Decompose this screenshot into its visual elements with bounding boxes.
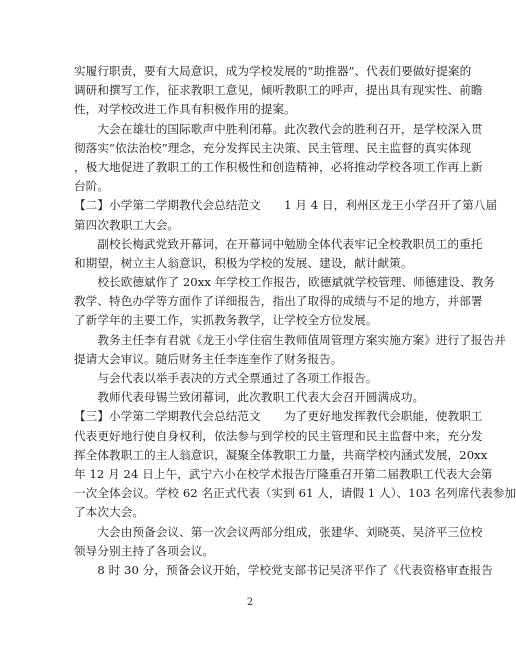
text-line: ，极大地促进了教职工的工作积极性和创造精神，必将推动学校各项工作再上新: [74, 159, 483, 174]
page-number: 2: [246, 597, 254, 608]
text-line: 教务主任李有君就《龙王小学住宿生教师值周管理方案实施方案》进行了报告并: [74, 332, 506, 347]
section-heading-2: 【二】小学第二学期教代会总结范文 1 月 4 日，利州区龙王小学召开了第八届: [74, 198, 498, 213]
text-line: 大会在雄壮的国际歌声中胜利闭幕。此次教代会的胜利召开，是学校深入贯: [74, 121, 483, 136]
text-line: 年 12 月 24 日上午，武宁六小在校学术报告厅隆重召开第二届教职工代表大会第: [74, 466, 493, 481]
text-line: 和期望，树立主人翁意识，积极为学校的发展、建设，献计献策。: [74, 255, 413, 270]
text-line: 提请大会审议。随后财务主任李连奎作了财务报告。: [74, 351, 343, 366]
body-text: [74, 62, 516, 580]
text-line: 校长欧德斌作了 20xx 年学校工作报告，欧德斌就学校管理、师德建设、教务: [74, 275, 495, 290]
text-line: 调研和撰写工作，征求教职工意见，倾听教职工的呼声，提出具有现实性、前瞻: [74, 83, 483, 98]
text-line: 性，对学校改进工作具有积极作用的提案。: [74, 102, 296, 117]
section-heading-3: 【三】小学第二学期教代会总结范文 为了更好地发挥教代会职能，使教职工: [74, 409, 483, 424]
text-line: 挥全体教职工的主人翁意识，凝聚全体教职工力量，共商学校内涵式发展，20xx: [74, 447, 488, 462]
text-line: 与会代表以举手表决的方式全票通过了各项工作报告。: [74, 371, 378, 385]
text-line: 了本次大会。: [74, 505, 145, 520]
text-line: 实履行职责，要有大局意识，成为学校发展的“助推器”、代表们要做好提案的: [74, 64, 472, 78]
text-line: 代表更好地行使自身权利，依法参与到学校的民主管理和民主监督中来，充分发: [74, 428, 483, 443]
text-line: 教师代表母锡兰致闭幕词，此次教职工代表大会召开圆满成功。: [74, 390, 425, 405]
text-line: 了新学年的主要工作，实抓教务教学，让学校全方位发展。: [74, 313, 378, 328]
text-line: 副校长梅武党致开幕词，在开幕词中勉励全体代表牢记全校教职员工的重托: [74, 236, 483, 251]
text-line: 一次全体会议。学校 62 名正式代表（实到 61 人，请假 1 人）、103 名列席代表参加: [74, 486, 516, 501]
text-line: 领导分别主持了各项会议。: [74, 543, 215, 558]
text-line: 教学、特色办学等方面作了详细报告，指出了取得的成绩与不足的地方，并部署: [74, 294, 483, 309]
text-line: 大会由预备会议、第一次会议两部分组成，张建华、刘晓英、吴济平三位校: [74, 524, 483, 539]
text-line: 第四次教职工大会。: [74, 217, 180, 232]
text-line: 彻落实“依法治校”理念，充分发挥民主决策、民主管理、民主监督的真实体现: [74, 140, 472, 155]
text-line: 8 时 30 分，预备会议开始，学校党支部书记吴济平作了《代表资格审查报告: [74, 562, 493, 577]
text-line: 台阶。: [74, 179, 110, 194]
